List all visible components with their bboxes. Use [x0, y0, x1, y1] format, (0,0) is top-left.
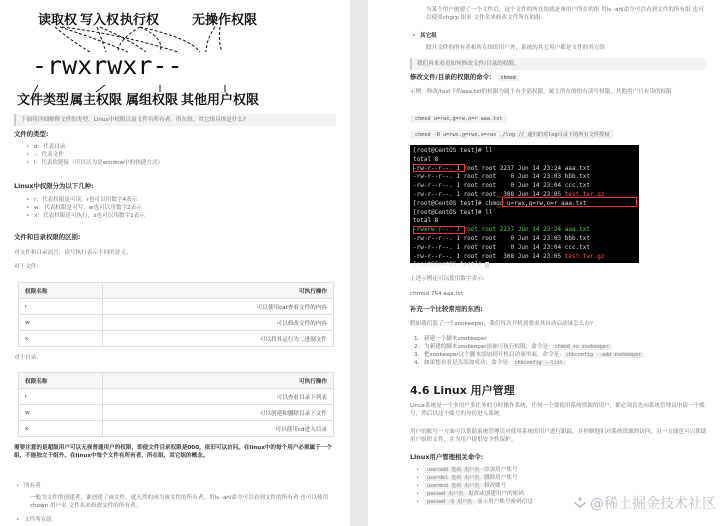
- user-cmd-chip: useradd 选项 用户名: [424, 467, 482, 473]
- list-item: • 文件所在组: [14, 516, 52, 524]
- file-perm-table: [18, 282, 334, 347]
- diagram-label-others: 其他用户权限: [181, 93, 260, 108]
- supplement-text: 假如我们装了一个zookeeper，我们每次开机到要求其自动启动该怎么办?: [410, 321, 593, 327]
- diff-heading: 文件和目录权限的区别:: [14, 233, 81, 241]
- owner-text: 一般为文件的创建者，谁创建了该文件，就天然的成为该文件的所有者，用ls -ahl命令可以看到文件的所有者 也可以使用chown 用户名 文件名来修改文件的所有者。: [30, 495, 329, 509]
- file-types-list: [24, 143, 163, 167]
- list-item: [414, 490, 533, 498]
- user-text-2: 用户的账号一方面可以帮助系统管理员对使用系统的用户进行跟踪，并控制他们对系统资源的访问；另一方面也可以帮助用户组织文件，并为用户提供安全性保护。: [410, 429, 707, 443]
- highlight-box: [502, 197, 637, 207]
- step-text: 新建一个脚本zookeeper: [424, 336, 487, 342]
- left-page: [0, 0, 350, 526]
- modify-heading: [410, 73, 519, 83]
- list-item: [414, 482, 533, 490]
- list-item: [414, 359, 710, 367]
- user-text-1: Linux系统是一个多用户多任务的分时操作系统，任何一个要使用系统资源的用户，都必须首先向系统管理员申请一个账号，然后以这个账号的身份进入系统。: [410, 403, 705, 417]
- perm-list: [24, 196, 145, 220]
- list-item: • d：代表目录: [24, 143, 163, 151]
- table-row: [19, 405, 334, 421]
- list-item: [414, 498, 533, 506]
- user-cmd-list: [414, 466, 533, 506]
- terminal-line-modified: -rwxrw-r--. 1 root root 2237 Jun 14 23:24 aaa.txt: [413, 226, 591, 234]
- user-cmd-desc: :删除用户账号: [482, 475, 518, 481]
- terminal-line: [root@CentOS test]# ll: [413, 208, 493, 216]
- list-item: [414, 335, 710, 343]
- terminal-line: [root@CentOS test]# chmod u=rwx,g=rw,o=r aaa.txt: [413, 199, 587, 207]
- terminal-archive-name: test.tar.gz: [564, 190, 605, 198]
- group-desc-text: 当某个用户创建了一个文件后，这个文件的所在组就是该用户所在的组 用ls -ahl命令可以看到文件的所有组 也可以使用chgrp 组名 文件名来修改文件所在的组。: [426, 7, 704, 21]
- step-number: 4.: [414, 360, 420, 366]
- diagram-label-group: 属组权限: [126, 93, 179, 108]
- terminal-line: -rw-r--r--. 1 root root 0 Jun 14 23:03 bbb.txt: [413, 173, 591, 181]
- section-title: 4.6 Linux 用户管理: [410, 384, 515, 397]
- table-header-row: [19, 373, 334, 389]
- supplement-heading: 补充一个比较常用的东西:: [410, 305, 483, 313]
- table-row: [19, 299, 334, 315]
- user-cmd-chip: usermod 选项 用户名: [424, 483, 482, 489]
- table-header: 可执行操作: [103, 373, 334, 389]
- list-item: [414, 474, 533, 482]
- list-item: [414, 466, 533, 474]
- table-row: [19, 315, 334, 331]
- table-header: 权限名称: [19, 283, 103, 299]
- for-dir-label: 对于目录:: [14, 355, 39, 361]
- terminal-line: [root@CentOS test]# ll: [413, 147, 493, 154]
- table-cell: 可以创建和删除目录下文件: [103, 405, 334, 421]
- owner-list: [14, 482, 338, 490]
- step-text: 把zookeeper这个脚本添加到开机启动项里面，命令是:: [424, 352, 562, 358]
- step-number: 3.: [414, 352, 420, 358]
- table-cell: 可以修改文件的内容: [103, 315, 334, 331]
- other-text: 除开文件的所有者和所在组的用户外，系统的其它用户都是文件的其它组: [426, 45, 606, 51]
- table-cell: w: [19, 315, 103, 331]
- terminal-line: [413, 261, 636, 270]
- user-cmd-chip: passwd -S 用户名: [424, 499, 475, 505]
- table-header: 可执行操作: [103, 283, 334, 299]
- list-item: [414, 343, 710, 351]
- step-number: 2.: [414, 344, 420, 350]
- highlight-box: [413, 164, 465, 172]
- highlight-box: [413, 226, 465, 234]
- user-cmd-heading: Linux用户管理相关命令:: [410, 453, 484, 461]
- terminal-line: [413, 253, 636, 262]
- step-text: 如果想看看是否添加成功，命令是:: [424, 360, 510, 366]
- steps-list: [414, 335, 710, 367]
- list-item: • 其它组: [410, 32, 437, 40]
- terminal-line: -rw-r--r--. 1 root root 0 Jun 14 23:04 ccc.txt: [413, 243, 591, 251]
- perm-heading: Linux中权限分为以下几种:: [14, 182, 94, 190]
- table-row: [19, 389, 334, 405]
- code-chmod-2: chmod -R u=rwx,g=rwx,o=rwx ./log // 递归的对log目录下的所有文件授权: [410, 130, 614, 139]
- table-cell: x: [19, 421, 103, 437]
- terminal-line: total 8: [413, 217, 439, 225]
- diagram-label-write: 写入权: [80, 13, 120, 28]
- modify-command-chip: chmod: [498, 75, 519, 81]
- terminal-line: total 8: [413, 155, 439, 163]
- list-item: [414, 351, 710, 359]
- list-item: • w：代表权限是可写，w也可以用数字2表示: [24, 204, 145, 212]
- diagram-label-filetype: 文件类型: [17, 93, 70, 108]
- attention-text: 需要注意的是超级用户可以无视普通用户的权限，即使文件目录权限是000，依旧可以访问。在linux中的每个用户必须属于一个组，不能独立于组外。在linux中每个文件有所有者、所在组、其它组的概念。: [14, 445, 332, 459]
- step-text: 为新建的脚本zookeeper添加可执行权限，命令是:: [424, 344, 550, 350]
- table-cell: r: [19, 299, 103, 315]
- example-text: 示例：修改/test下的aaa.txt的权限为属主有全部权限，属主所在的组有读写权限，其他用户只有读的权限: [410, 89, 672, 95]
- table-cell: r: [19, 389, 103, 405]
- terminal-line-text: -rw-r--r--. 1 root root 308 Jun 14 23:05: [413, 252, 565, 260]
- step-command-chip: chmod +x zookeeper: [552, 344, 612, 350]
- user-cmd-desc: :显示用户账号密码信息: [475, 499, 533, 505]
- watermark: [573, 493, 716, 513]
- step-command-chip: chkconfig --list: [512, 360, 566, 366]
- list-item: • 所有者: [14, 482, 338, 490]
- modify-note: 我们再来看看如何修改文件/目录的权限。: [410, 58, 706, 70]
- user-cmd-desc: :添加用户账号: [482, 467, 518, 473]
- user-cmd-chip: passwd 用户名: [424, 491, 466, 497]
- terminal-line-text: -rw-r--r--. 1 root root 308 Jun 14 23:05: [413, 190, 565, 198]
- table-cell: 可以使用cat查看文件的内容: [103, 299, 334, 315]
- table-row: [19, 331, 334, 347]
- intro-note: 下面将详细解释文件的类型、Linux中权限以及文件有所有者、所在组、其它组具体是什么?: [14, 114, 336, 126]
- juejin-logo-icon: [573, 496, 587, 510]
- list-item: • -：代表文件: [24, 151, 163, 159]
- user-cmd-chip: userdel 选项 用户名: [424, 475, 482, 481]
- table-cell: x: [19, 331, 103, 347]
- table-cell: 可以查看目录下列表: [103, 389, 334, 405]
- dir-perm-table: [18, 372, 334, 437]
- table-header-row: [19, 283, 334, 299]
- diagram-label-owner: 属主权限: [70, 93, 123, 108]
- diagram-permission-string: -rwxrwxr--: [32, 51, 183, 80]
- list-item: • l：代表软链接（可以认为是window中的快捷方式）: [24, 159, 163, 167]
- group-list: [14, 516, 52, 524]
- terminal-archive-name: test.tar.gz: [564, 252, 605, 260]
- table-row: [19, 421, 334, 437]
- watermark-text: @稀土掘金技术社区: [590, 496, 716, 512]
- step-number: 1.: [414, 336, 420, 342]
- terminal-line: -rw-r--r--. 1 root root 0 Jun 14 23:03 bbb.txt: [413, 234, 591, 242]
- list-item: • r：代表权限是可读，r也可以用数字4表示: [24, 196, 145, 204]
- terminal-prompt: [root@CentOS test]#: [413, 261, 486, 269]
- terminal-line: -rw-r--r--. 1 root root 2237 Jun 14 23:24 aaa.txt: [413, 164, 591, 172]
- diff-text: 对文件和目录而言，读写执行表示不同的意义。: [14, 250, 132, 256]
- table-cell: 可以使用cd进入目录: [103, 421, 334, 437]
- step-command-chip: chkconfig --add zookeeper: [563, 352, 644, 358]
- diagram-label-read: 读取权: [38, 13, 78, 28]
- table-cell: w: [19, 405, 103, 421]
- user-cmd-desc: :修改账号: [482, 483, 507, 489]
- modify-heading-text: 修改文件/目录的权限的命令：: [410, 73, 496, 81]
- file-types-heading: 文件的类型:: [14, 130, 49, 138]
- for-file-label: 对于文件:: [14, 264, 39, 270]
- table-header: 权限名称: [19, 373, 103, 389]
- user-cmd-desc: :更改或创建用户的密码: [466, 491, 524, 497]
- numeric-command: chmod 764 aaa.txt: [410, 291, 464, 297]
- other-list: [410, 32, 437, 40]
- cursor-icon: [485, 262, 489, 268]
- diagram-label-none: 无操作权限: [192, 13, 258, 28]
- diagram-label-exec: 执行权: [120, 13, 160, 28]
- numeric-text: 上述示例还可以使用数字表示:: [410, 276, 485, 282]
- list-item: • x：代表权限是可执行，x也可以用数字1表示: [24, 212, 145, 220]
- table-cell: 可以将其运行为二进制文件: [103, 331, 334, 347]
- terminal-line: -rw-r--r--. 1 root root 0 Jun 14 23:04 ccc.txt: [413, 182, 591, 190]
- code-chmod-1: chmod u=rwx,g=rw,o=r aaa.txt: [410, 115, 507, 123]
